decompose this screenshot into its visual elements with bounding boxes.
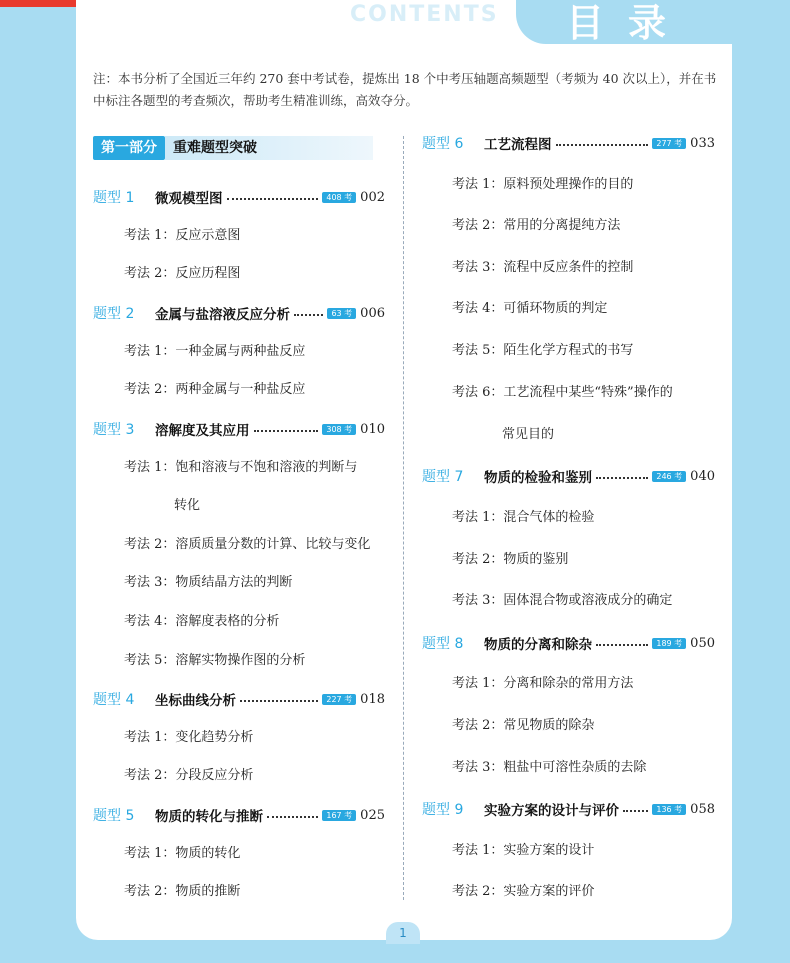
toc-method[interactable]: 考法 1：一种金属与两种盐反应 [124, 344, 306, 359]
leader-dots [556, 144, 649, 146]
intro-note: 注：本书分析了全国近三年约 270 套中考试卷，提炼出 18 个中考压轴题高频题型（考频为 40 次以上），并在书中标注各题型的考查频次，帮助考生精准训练，高效夺分。 [93, 71, 717, 108]
toc-method[interactable]: 考法 2：分段反应分析 [124, 768, 254, 783]
part-header [93, 136, 373, 160]
toc-type-1[interactable] [93, 186, 385, 208]
toc-method[interactable]: 考法 5：溶解实物操作图的分析 [124, 653, 306, 668]
leader-dots [227, 198, 319, 200]
type-title: 溶解度及其应用 [155, 423, 250, 439]
toc-method[interactable]: 考法 2：溶质质量分数的计算、比较与变化 [124, 537, 371, 552]
leader-dots [294, 314, 323, 316]
toc-method[interactable]: 考法 2：物质的鉴别 [452, 552, 569, 567]
frequency-badge: 277 考 [652, 138, 686, 149]
toc-method[interactable]: 考法 3：流程中反应条件的控制 [452, 260, 634, 275]
type-label: 题型 4 [93, 692, 135, 708]
toc-method[interactable]: 考法 4：溶解度表格的分析 [124, 614, 280, 629]
toc-method[interactable]: 考法 1：混合气体的检验 [452, 510, 595, 525]
toc-method[interactable]: 考法 1：变化趋势分析 [124, 730, 254, 745]
page-number: 006 [360, 305, 385, 321]
toc-type-2[interactable] [93, 302, 385, 324]
toc-method[interactable]: 考法 1：原料预处理操作的目的 [452, 177, 634, 192]
frequency-badge: 167 考 [322, 810, 356, 821]
toc-method[interactable]: 考法 2：常用的分离提纯方法 [452, 218, 621, 233]
type-title: 金属与盐溶液反应分析 [155, 307, 290, 323]
toc-method[interactable]: 考法 1：饱和溶液与不饱和溶液的判断与 [124, 460, 358, 475]
type-label: 题型 6 [422, 136, 464, 152]
type-label: 题型 2 [93, 306, 135, 322]
frequency-badge: 408 考 [322, 192, 356, 203]
toc-type-5[interactable] [93, 804, 385, 826]
toc-method[interactable]: 考法 5：陌生化学方程式的书写 [452, 343, 634, 358]
toc-method[interactable]: 考法 2：常见物质的除杂 [452, 718, 595, 733]
toc-type-6[interactable] [422, 132, 715, 154]
type-label: 题型 1 [93, 190, 135, 206]
page-title: 目录 [566, 1, 691, 45]
toc-method[interactable]: 考法 2：物质的推断 [124, 884, 241, 899]
toc-method[interactable]: 考法 3：固体混合物或溶液成分的确定 [452, 593, 673, 608]
type-title: 坐标曲线分析 [155, 693, 236, 709]
type-title: 实验方案的设计与评价 [484, 803, 619, 819]
leader-dots [240, 700, 318, 702]
frequency-badge: 227 考 [322, 694, 356, 705]
toc-method[interactable]: 考法 1：实验方案的设计 [452, 843, 595, 858]
toc-type-4[interactable] [93, 688, 385, 710]
toc-type-9[interactable] [422, 798, 715, 820]
leader-dots [254, 430, 319, 432]
type-title: 物质的转化与推断 [155, 809, 263, 825]
toc-method[interactable]: 考法 2：实验方案的评价 [452, 884, 595, 899]
part-badge: 第一部分 [93, 136, 165, 160]
part-title: 重难题型突破 [165, 136, 373, 160]
toc-type-8[interactable] [422, 632, 715, 654]
page-number: 025 [360, 807, 385, 823]
type-title: 物质的分离和除杂 [484, 637, 592, 653]
toc-method-continued[interactable]: 常见目的 [502, 427, 555, 442]
frequency-badge: 136 考 [652, 804, 686, 815]
toc-method[interactable]: 考法 1：分离和除杂的常用方法 [452, 676, 634, 691]
page-number: 040 [690, 468, 715, 484]
type-title: 物质的检验和鉴别 [484, 470, 592, 486]
frequency-badge: 246 考 [652, 471, 686, 482]
type-title: 工艺流程图 [484, 137, 552, 153]
footer-page-number: 1 [386, 922, 420, 944]
page-number: 002 [360, 189, 385, 205]
toc-method[interactable]: 考法 1：物质的转化 [124, 846, 241, 861]
page-number: 050 [690, 635, 715, 651]
toc-method[interactable]: 考法 3：物质结晶方法的判断 [124, 575, 293, 590]
page-number: 058 [690, 801, 715, 817]
toc-method[interactable]: 考法 2：两种金属与一种盐反应 [124, 382, 306, 397]
type-title: 微观模型图 [155, 191, 223, 207]
toc-type-3[interactable] [93, 418, 385, 440]
type-label: 题型 3 [93, 422, 135, 438]
frequency-badge: 63 考 [327, 308, 356, 319]
toc-method[interactable]: 考法 3：粗盐中可溶性杂质的去除 [452, 760, 647, 775]
column-divider [403, 136, 404, 900]
toc-method[interactable]: 考法 2：反应历程图 [124, 266, 241, 281]
contents-heading: CONTENTS [350, 2, 499, 27]
type-label: 题型 7 [422, 469, 464, 485]
toc-method[interactable]: 考法 1：反应示意图 [124, 228, 241, 243]
page-number: 010 [360, 421, 385, 437]
type-label: 题型 5 [93, 808, 135, 824]
type-label: 题型 9 [422, 802, 464, 818]
leader-dots [267, 816, 318, 818]
page-number: 018 [360, 691, 385, 707]
toc-type-7[interactable] [422, 465, 715, 487]
type-label: 题型 8 [422, 636, 464, 652]
toc-method[interactable]: 考法 6：工艺流程中某些“特殊”操作的 [452, 385, 673, 400]
toc-method[interactable]: 考法 4：可循环物质的判定 [452, 301, 608, 316]
frequency-badge: 189 考 [652, 638, 686, 649]
leader-dots [596, 644, 648, 646]
leader-dots [596, 477, 648, 479]
toc-method-continued[interactable]: 转化 [174, 498, 201, 513]
leader-dots [623, 810, 648, 812]
page-number: 033 [690, 135, 715, 151]
frequency-badge: 308 考 [322, 424, 356, 435]
